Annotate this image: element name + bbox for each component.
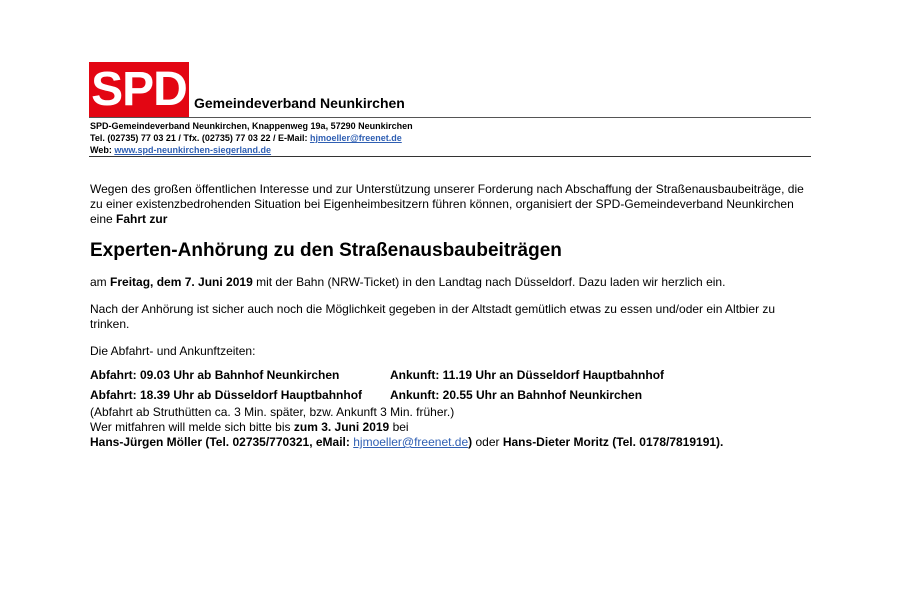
intro-text: Wegen des großen öffentlichen Interesse und zur Unterstützung unserer Forderung nach Abschaffung der Straßenausbaubeiträge, die zu einer existenzbedrohenden Situation bei Eigenheimbesitzern führen können, organisiert der SPD-Gemeindeverband Neunkirchen eine [90, 182, 804, 226]
intro-paragraph [90, 182, 810, 227]
times-intro: Die Abfahrt- und Ankunftzeiten: [90, 344, 256, 358]
address-block [90, 120, 413, 156]
arrival-time: Ankunft: 20.55 Uhr an Bahnhof Neunkirchen [390, 387, 643, 402]
signup-prefix: Wer mitfahren will melde sich bitte bis [90, 420, 294, 434]
header-divider-top [89, 117, 811, 118]
headline: Experten-Anhörung zu den Straßenausbaubeiträgen [90, 240, 562, 261]
web-line [90, 144, 413, 156]
contact-moritz: Hans-Dieter Moritz (Tel. 0178/7819191). [502, 435, 724, 449]
contact-close-paren: ) [468, 435, 473, 449]
signup-suffix: bei [389, 420, 409, 434]
date-paragraph [90, 275, 810, 290]
after-hearing-paragraph: Nach der Anhörung ist sicher auch noch die Möglichkeit gegeben in der Altstadt gemütlich etwas zu essen und/oder ein Altbier zu trinken. [90, 302, 776, 331]
address-line: SPD-Gemeindeverband Neunkirchen, Knappenweg 19a, 57290 Neunkirchen [90, 121, 413, 131]
website-link[interactable]: www.spd-neunkirchen-siegerland.de [114, 145, 272, 155]
date-prefix: am [90, 275, 111, 289]
arrival-time: Ankunft: 11.19 Uhr an Düsseldorf Hauptbahnhof [390, 367, 665, 382]
event-date: Freitag, dem 7. Juni 2019 [110, 275, 253, 289]
date-suffix: mit der Bahn (NRW-Ticket) in den Landtag nach Düsseldorf. Dazu laden wir herzlich ein. [252, 275, 726, 289]
schedule-row [90, 365, 810, 385]
header-email-link[interactable]: hjmoeller@freenet.de [309, 133, 402, 143]
signup-deadline: zum 3. Juni 2019 [293, 420, 390, 434]
contact-moeller: Hans-Jürgen Möller (Tel. 02735/770321, eMail: [90, 435, 354, 449]
header-divider-bottom [89, 156, 811, 157]
departure-time: Abfahrt: 09.03 Uhr ab Bahnhof Neunkirchen [90, 367, 340, 382]
schedule-note: (Abfahrt ab Struthütten ca. 3 Min. später, bzw. Ankunft 3 Min. früher.) [90, 405, 455, 419]
intro-bold: Fahrt zur [116, 212, 168, 226]
schedule-table [90, 365, 810, 405]
web-label: Web: [90, 145, 115, 155]
signup-paragraph [90, 420, 810, 435]
letter-body [90, 182, 810, 450]
schedule-row [90, 385, 810, 405]
phone-line [90, 132, 413, 144]
contact-or: oder [472, 435, 503, 449]
departure-time: Abfahrt: 18.39 Uhr ab Düsseldorf Hauptbahnhof [90, 387, 363, 402]
contact-paragraph [90, 435, 810, 450]
spd-logo: SPD [89, 62, 189, 117]
org-title: Gemeindeverband Neunkirchen [194, 95, 405, 111]
phone-text: Tel. (02735) 77 03 21 / Tfx. (02735) 77 03 22 / E-Mail: [90, 133, 310, 143]
contact-email-link[interactable]: hjmoeller@freenet.de [353, 435, 469, 449]
